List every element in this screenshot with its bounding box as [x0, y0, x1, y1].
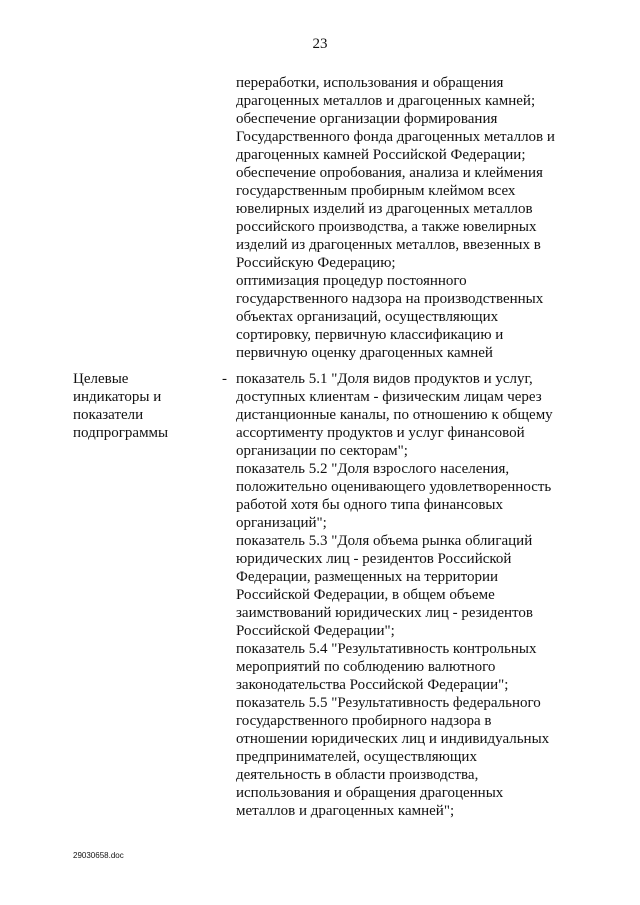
text-line: обеспечение опробования, анализа и клеймения	[236, 165, 543, 181]
label-line: показатели	[73, 407, 144, 423]
text-line: драгоценных металлов и драгоценных камней;	[236, 93, 536, 109]
text-line: переработки, использования и обращения	[236, 75, 504, 91]
indicator-line: предпринимателей, осуществляющих	[236, 749, 477, 765]
indicator-line: Российской Федерации, в общем объеме	[236, 587, 495, 603]
indicator-line: показатель 5.5 "Результативность федерального	[236, 695, 541, 711]
text-line: сортировку, первичную классификацию и	[236, 327, 504, 343]
indicator-line: отношении юридических лиц и индивидуальных	[236, 731, 550, 747]
indicator-line: государственного пробирного надзора в	[236, 713, 492, 729]
text-line: ювелирных изделий из драгоценных металлов	[236, 201, 533, 217]
indicator-line: доступных клиентам - физическим лицам через	[236, 389, 542, 405]
text-line: объектах организаций, осуществляющих	[236, 309, 499, 325]
indicator-line: деятельность в области производства,	[236, 767, 479, 783]
text-line: обеспечение организации формирования	[236, 111, 498, 127]
text-line: драгоценных камней Российской Федерации;	[236, 147, 526, 163]
separator-dash: -	[222, 371, 227, 387]
indicator-line: законодательства Российской Федерации";	[236, 677, 509, 693]
indicator-line: дистанционные каналы, по отношению к общему	[236, 407, 553, 423]
text-line: государственного надзора на производственных	[236, 291, 544, 307]
text-line: оптимизация процедур постоянного	[236, 273, 467, 289]
indicator-line: показатель 5.2 "Доля взрослого населения,	[236, 461, 510, 477]
indicator-line: использования и обращения драгоценных	[236, 785, 504, 801]
text-line: Государственного фонда драгоценных металлов и	[236, 129, 555, 145]
indicator-line: Федерации, размещенных на территории	[236, 569, 499, 585]
indicator-line: металлов и драгоценных камней";	[236, 803, 455, 819]
indicator-line: организации по секторам";	[236, 443, 408, 459]
indicator-line: заимствований юридических лиц - резидентов	[236, 605, 533, 621]
indicator-line: работой хотя бы одного типа финансовых	[236, 497, 503, 513]
text-line: российского производства, а также ювелирных	[236, 219, 537, 235]
text-line: государственным пробирным клеймом всех	[236, 183, 516, 199]
file-name-footer: 29030658.doc	[73, 851, 124, 860]
indicator-line: ассортименту продуктов и услуг финансовой	[236, 425, 525, 441]
indicator-line: показатель 5.3 "Доля объема рынка облигаций	[236, 533, 533, 549]
indicators-list	[236, 370, 576, 820]
goals-continuation	[236, 74, 576, 362]
indicator-line: Российской Федерации";	[236, 623, 395, 639]
label-line: подпрограммы	[73, 425, 169, 441]
indicator-line: показатель 5.4 "Результативность контрольных	[236, 641, 537, 657]
text-line: Российскую Федерацию;	[236, 255, 396, 271]
text-line: изделий из драгоценных металлов, ввезенных в	[236, 237, 541, 253]
text-line: первичную оценку драгоценных камней	[236, 345, 493, 361]
label-line: Целевые	[73, 371, 129, 387]
indicator-line: показатель 5.1 "Доля видов продуктов и услуг,	[236, 371, 533, 387]
indicator-line: организаций";	[236, 515, 327, 531]
indicator-line: мероприятий по соблюдению валютного	[236, 659, 496, 675]
page-number: 23	[312, 36, 328, 52]
indicator-line: положительно оценивающего удовлетворенность	[236, 479, 552, 495]
label-line: индикаторы и	[73, 389, 162, 405]
section-label	[73, 370, 213, 442]
indicator-line: юридических лиц - резидентов Российской	[236, 551, 512, 567]
